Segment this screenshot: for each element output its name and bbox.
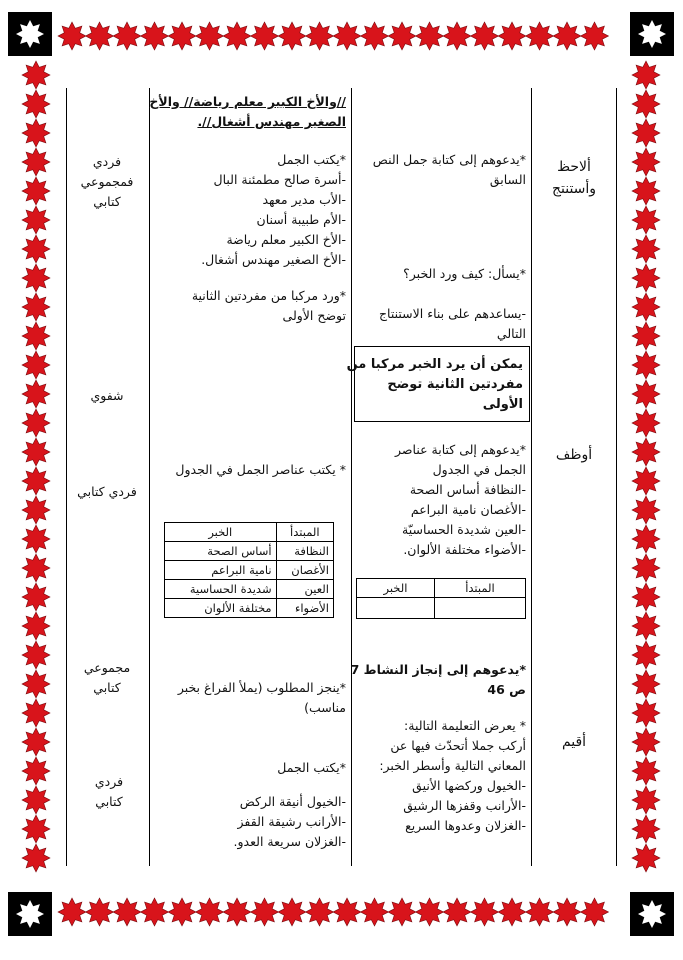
border-star (632, 380, 660, 408)
border-star (113, 898, 141, 926)
column-line (616, 88, 617, 866)
rule-box: يمكن أن يرد الخبر مركبا من مفردتين الثانية توضح الأولى (354, 346, 530, 422)
border-star (22, 293, 50, 321)
border-star (278, 898, 306, 926)
border-star (632, 670, 660, 698)
border-star (553, 22, 581, 50)
border-star (251, 898, 279, 926)
mode-4: مجموعي كتابي (83, 660, 131, 695)
column-line (149, 88, 150, 866)
border-star (278, 22, 306, 50)
mode-3: فردي كتابي (77, 484, 137, 499)
border-star (388, 22, 416, 50)
corner-star (16, 900, 44, 928)
column-line (531, 88, 532, 866)
border-star (498, 22, 526, 50)
border-star (632, 90, 660, 118)
teacher-invite: *يدعوهم إلى كتابة جمل النص السابق (372, 152, 526, 187)
border-star (22, 438, 50, 466)
border-star (632, 322, 660, 350)
border-star (141, 22, 169, 50)
corner-star (16, 20, 44, 48)
corner-star (638, 900, 666, 928)
border-star (22, 757, 50, 785)
border-star (632, 467, 660, 495)
border-star (632, 525, 660, 553)
border-star (168, 22, 196, 50)
border-star (58, 22, 86, 50)
mode-1: فردي فمجموعي كتابي (80, 154, 134, 209)
border-star (632, 351, 660, 379)
corner-block (630, 12, 674, 56)
border-star (471, 898, 499, 926)
border-star (632, 148, 660, 176)
border-star (632, 699, 660, 727)
border-star (581, 898, 609, 926)
border-star (416, 22, 444, 50)
border-star (22, 380, 50, 408)
empty-table: المبتدأ الخبر (356, 578, 526, 619)
corner-block (630, 892, 674, 936)
border-star (632, 554, 660, 582)
border-star (58, 898, 86, 926)
border-star (22, 351, 50, 379)
border-star (196, 22, 224, 50)
border-star (22, 815, 50, 843)
border-star (22, 177, 50, 205)
border-star (22, 844, 50, 872)
border-star (22, 264, 50, 292)
border-star (632, 757, 660, 785)
border-star (632, 612, 660, 640)
teacher-table-invite: *يدعوهم إلى كتابة عناصر الجمل في الجدول -النظافة أساس الصحة -الأغصان نامية البراعم -العين شديدة الحساسيّة -الأضواء مختلفة الألوان. (395, 442, 526, 557)
stage-observe: ألاحظ وأستنتج (551, 159, 597, 197)
border-star (141, 898, 169, 926)
mode-2: شفوي (90, 388, 124, 403)
border-star (632, 61, 660, 89)
corner-block (8, 12, 52, 56)
border-star (443, 898, 471, 926)
stage-evaluate: أقيم (561, 734, 587, 750)
border-star (22, 322, 50, 350)
border-star (168, 898, 196, 926)
border-star (22, 409, 50, 437)
border-star (22, 496, 50, 524)
border-star (306, 22, 334, 50)
student-sentences-2: *يكتب الجمل -الخيول أنيقة الركض -الأرانب رشيقة القفز -الغزلان سريعة العدو. (233, 760, 346, 849)
border-star (223, 898, 251, 926)
answer-table: المبتدأ الخبر النظافة أساس الصحة الأغصان نامية البراعم العين شديدة الحساسية الأضواء مختلفة الألوان (164, 522, 334, 618)
border-star (632, 438, 660, 466)
border-star (86, 898, 114, 926)
border-star (22, 554, 50, 582)
border-star (251, 22, 279, 50)
border-star (388, 898, 416, 926)
border-star (22, 206, 50, 234)
border-star (22, 61, 50, 89)
border-star (306, 898, 334, 926)
border-star (361, 22, 389, 50)
student-activity: *ينجز المطلوب (يملأ الفراغ بخبر مناسب) (177, 680, 346, 715)
student-conclusion: *ورد مركبا من مفردتين الثانية توضح الأولى (191, 288, 346, 323)
border-star (22, 670, 50, 698)
border-star (632, 641, 660, 669)
border-star (632, 206, 660, 234)
border-star (22, 728, 50, 756)
border-star (632, 177, 660, 205)
border-star (553, 898, 581, 926)
border-star (632, 815, 660, 843)
border-star (22, 148, 50, 176)
border-star (443, 22, 471, 50)
border-star (361, 898, 389, 926)
border-star (416, 898, 444, 926)
teacher-question: *يسأل: كيف ورد الخبر؟ (403, 266, 526, 281)
stage-employ: أوظف (555, 447, 593, 463)
border-star (223, 22, 251, 50)
border-star (196, 898, 224, 926)
border-star (22, 90, 50, 118)
corner-block (8, 892, 52, 936)
teacher-helps: -يساعدهم على بناء الاستنتاج التالي (378, 306, 526, 341)
column-line (66, 88, 67, 866)
column-line (351, 88, 352, 866)
border-star (632, 293, 660, 321)
border-star (22, 235, 50, 263)
border-star (22, 699, 50, 727)
lesson-table (66, 88, 617, 866)
border-star (22, 119, 50, 147)
border-star (632, 496, 660, 524)
border-star (113, 22, 141, 50)
border-star (632, 409, 660, 437)
student-top-sentences: //والأخ الكبير معلم رياضة// والأخ الصغير مهندس أشغال//. (149, 94, 346, 129)
border-star (581, 22, 609, 50)
border-star (632, 264, 660, 292)
border-star (632, 728, 660, 756)
border-star (498, 898, 526, 926)
mode-5: فردي كتابي (94, 774, 124, 809)
border-star (632, 119, 660, 147)
border-star (632, 786, 660, 814)
border-star (526, 898, 554, 926)
border-star (632, 844, 660, 872)
teacher-instruction: * يعرض التعليمة التالية: أركب جملا أتحدّث فيها عن المعاني التالية وأسطر الخبر: -الخيول وركضها الأنيق -الأرانب وقفزها الرشيق -الغزلان وعدوها السريع (379, 718, 526, 833)
border-star (22, 786, 50, 814)
border-star (86, 22, 114, 50)
border-star (471, 22, 499, 50)
border-star (632, 583, 660, 611)
border-star (22, 612, 50, 640)
border-star (22, 641, 50, 669)
border-star (632, 235, 660, 263)
border-star (333, 898, 361, 926)
border-star (22, 525, 50, 553)
student-table-task: * يكتب عناصر الجمل في الجدول (175, 462, 346, 477)
student-sentences: *يكتب الجمل -أسرة صالح مطمئنة البال -الأب مدير معهد -الأم طبيبة أسنان -الأخ الكبير معلم رياضة -الأخ الصغير مهندس أشغال. (201, 152, 346, 267)
border-star (526, 22, 554, 50)
border-star (22, 467, 50, 495)
corner-star (638, 20, 666, 48)
teacher-activity: *يدعوهم إلى إنجاز النشاط 7 ص 46 (350, 662, 526, 697)
border-star (333, 22, 361, 50)
border-star (22, 583, 50, 611)
